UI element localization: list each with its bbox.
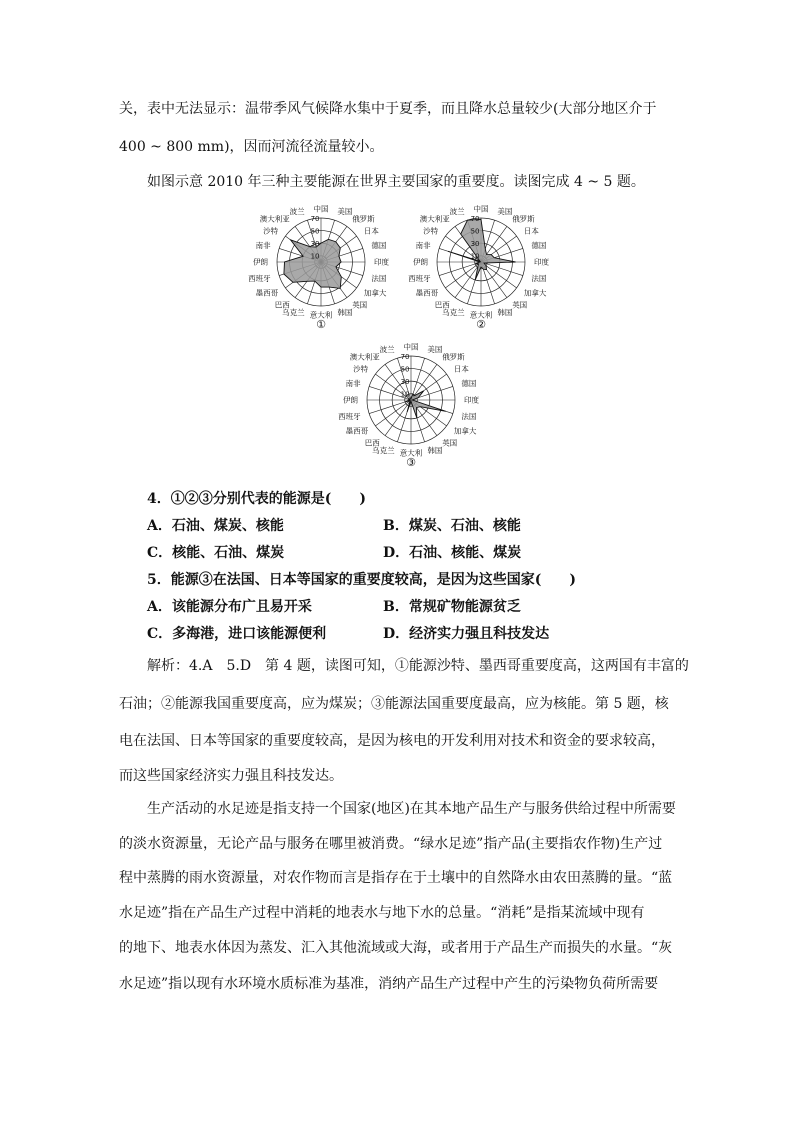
radar-country-label: 加拿大 xyxy=(363,288,387,298)
radar-caption: ① xyxy=(316,318,326,331)
radar-country-label: 墨西哥 xyxy=(345,426,369,436)
passage-line: 程中蒸腾的雨水资源量，对农作物而言是指存在于土壤中的自然降水由农田蒸腾的量。“蓝 xyxy=(119,870,673,886)
radar-country-label: 中国 xyxy=(473,204,489,214)
q4-option-a: A．石油、煤炭、核能 xyxy=(147,518,284,534)
radar-country-label: 意大利 xyxy=(469,310,493,320)
radar-country-label: 俄罗斯 xyxy=(442,352,465,362)
radar-country-label: 乌克兰 xyxy=(372,445,395,455)
radar-country-label: 沙特 xyxy=(263,226,279,236)
radar-spoke xyxy=(439,262,481,276)
radar-country-label: 意大利 xyxy=(309,310,333,320)
radar-country-label: 日本 xyxy=(523,226,539,236)
radar-ring-label: 10 xyxy=(400,390,410,399)
radar-country-label: 巴西 xyxy=(434,300,450,310)
radar-country-label: 波兰 xyxy=(289,207,305,217)
radar-spoke xyxy=(369,400,411,414)
radar-country-label: 英国 xyxy=(512,300,528,310)
text-line: 关，表中无法显示：温带季风气候降水集中于夏季，而且降水总量较少(大部分地区介于 xyxy=(119,101,657,117)
radar-ring-label: 50 xyxy=(470,227,480,236)
radar-country-label: 英国 xyxy=(442,438,458,448)
radar-ring-label: 70 xyxy=(400,353,410,361)
radar-chart-2 xyxy=(408,202,549,342)
answer-line: 电在法国、日本等国家的重要度较高，是因为核电的开发利用对技术和资金的要求较高， xyxy=(119,733,665,749)
radar-country-label: 波兰 xyxy=(449,207,465,217)
passage-line: 水足迹”指在产品生产过程中消耗的地表水与地下水的总量。“消耗”是指某流域中现有 xyxy=(119,905,645,921)
answer-line: 石油；②能源我国重要度高，应为煤炭；③能源法国重要度最高，应为核能。第 5 题，核 xyxy=(119,696,669,712)
radar-caption: ② xyxy=(476,318,486,331)
radar-country-label: 伊朗 xyxy=(253,257,268,267)
radar-country-label: 墨西哥 xyxy=(415,288,439,298)
radar-country-label: 印度 xyxy=(374,257,389,267)
radar-country-label: 墨西哥 xyxy=(255,288,279,298)
q4-option-c: C．核能、石油、煤炭 xyxy=(147,545,285,561)
intro-text: 如图示意 2010 年三种主要能源在世界主要国家的重要度。读图完成 4 ~ 5 题。 xyxy=(147,174,645,190)
passage-line: 水足迹”指以现有水环境水质标准为基准，消纳产品生产过程中产生的污染物负荷所需要 xyxy=(119,976,659,992)
radar-country-label: 加拿大 xyxy=(523,288,547,298)
radar-country-label: 西班牙 xyxy=(248,273,271,283)
radar-spoke xyxy=(375,400,411,426)
radar-country-label: 澳大利亚 xyxy=(419,214,450,224)
radar-chart-1 xyxy=(248,202,389,342)
radar-spoke xyxy=(481,262,523,276)
radar-country-label: 韩国 xyxy=(497,307,513,317)
radar-country-label: 波兰 xyxy=(379,345,395,355)
radar-country-label: 德国 xyxy=(371,241,387,251)
answer-line: 解析：4.A 5.D 第 4 题，读图可知，①能源沙特、墨西哥重要度高，这两国有丰富的 xyxy=(147,658,689,674)
radar-country-label: 乌克兰 xyxy=(282,307,305,317)
question-5-stem: 5．能源③在法国、日本等国家的重要度较高，是因为这些国家( ) xyxy=(147,572,576,588)
radar-country-label: 俄罗斯 xyxy=(512,214,535,224)
radar-country-label: 中国 xyxy=(403,342,419,352)
radar-country-label: 日本 xyxy=(453,364,469,374)
radar-spoke xyxy=(455,262,481,298)
radar-country-label: 美国 xyxy=(427,345,443,355)
radar-country-label: 韩国 xyxy=(427,445,443,455)
radar-country-label: 俄罗斯 xyxy=(352,214,375,224)
radar-ring-label: 10 xyxy=(310,252,320,261)
question-4-stem: 4．①②③分别代表的能源是( ) xyxy=(147,491,366,507)
radar-ring-label: 70 xyxy=(470,215,480,223)
radar-country-label: 中国 xyxy=(313,204,329,214)
radar-country-label: 美国 xyxy=(497,207,513,217)
radar-country-label: 巴西 xyxy=(364,438,380,448)
radar-spoke xyxy=(411,364,437,400)
radar-ring-label: 30 xyxy=(310,240,320,249)
radar-ring-label: 10 xyxy=(470,252,480,261)
q5-option-b: B．常规矿物能源贫乏 xyxy=(383,599,521,615)
radar-country-label: 巴西 xyxy=(274,300,290,310)
radar-country-label: 伊朗 xyxy=(343,395,358,405)
radar-ring-label: 50 xyxy=(400,365,410,374)
text-line: 400 ~ 800 mm)，因而河流径流量较小。 xyxy=(119,139,384,155)
radar-country-label: 西班牙 xyxy=(338,411,361,421)
radar-country-label: 法国 xyxy=(461,411,477,421)
radar-country-label: 法国 xyxy=(531,273,547,283)
radar-country-label: 伊朗 xyxy=(413,257,428,267)
radar-ring-label: 30 xyxy=(470,240,480,249)
passage-line: 生产活动的水足迹是指支持一个国家(地区)在其本地产品生产与服务供给过程中所需要 xyxy=(119,801,676,817)
q5-option-c: C．多海港，进口该能源便利 xyxy=(147,626,327,642)
radar-spoke xyxy=(385,400,411,436)
radar-country-label: 澳大利亚 xyxy=(259,214,290,224)
radar-country-label: 沙特 xyxy=(423,226,439,236)
radar-ring-label: 30 xyxy=(400,378,410,387)
radar-country-label: 美国 xyxy=(337,207,353,217)
q5-option-d: D．经济实力强且科技发达 xyxy=(383,626,550,642)
passage-line: 的淡水资源量，无论产品与服务在哪里被消费。“绿水足迹”指产品(主要指农作物)生产过 xyxy=(119,836,663,852)
radar-ring-label: 70 xyxy=(310,215,320,223)
radar-country-label: 乌克兰 xyxy=(442,307,465,317)
passage-line: 的地下、地表水体因为蒸发、汇入其他流域或大海，或者用于产品生产而损失的水量。“灰 xyxy=(119,940,673,956)
radar-chart-3 xyxy=(338,340,479,480)
radar-spoke xyxy=(445,262,481,288)
radar-country-label: 德国 xyxy=(531,241,547,251)
radar-country-label: 法国 xyxy=(371,273,387,283)
q4-option-d: D．石油、核能、煤炭 xyxy=(383,545,522,561)
radar-country-label: 印度 xyxy=(534,257,549,267)
radar-country-label: 印度 xyxy=(464,395,479,405)
radar-country-label: 意大利 xyxy=(399,448,423,458)
radar-ring-label: 50 xyxy=(310,227,320,236)
radar-country-label: 日本 xyxy=(363,226,379,236)
radar-country-label: 韩国 xyxy=(337,307,353,317)
radar-country-label: 沙特 xyxy=(353,364,369,374)
radar-country-label: 南非 xyxy=(415,241,431,251)
radar-caption: ③ xyxy=(406,456,416,469)
radar-country-label: 澳大利亚 xyxy=(349,352,380,362)
q4-option-b: B．煤炭、石油、核能 xyxy=(383,518,521,534)
radar-country-label: 南非 xyxy=(345,379,361,389)
q5-option-a: A．该能源分布广且易开采 xyxy=(147,599,312,615)
answer-line: 而这些国家经济实力强且科技发达。 xyxy=(119,768,343,784)
radar-country-label: 南非 xyxy=(255,241,271,251)
radar-country-label: 西班牙 xyxy=(408,273,431,283)
radar-country-label: 德国 xyxy=(461,379,477,389)
radar-country-label: 英国 xyxy=(352,300,368,310)
radar-country-label: 加拿大 xyxy=(453,426,477,436)
